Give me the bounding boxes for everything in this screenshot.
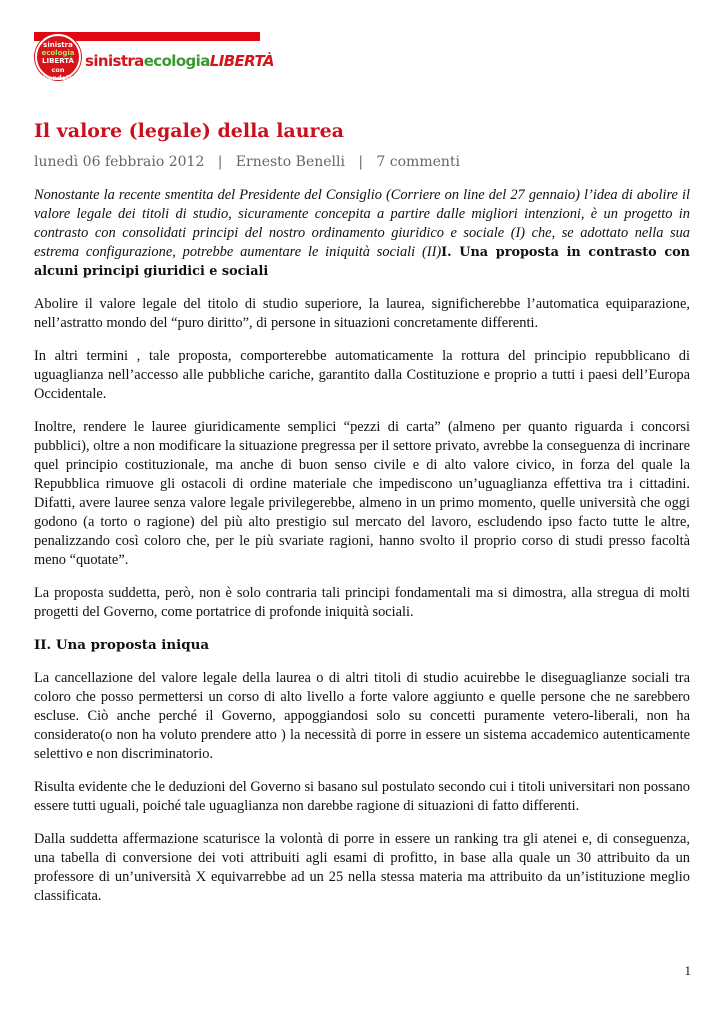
logo-wordmark: [85, 52, 274, 70]
paragraph: Abolire il valore legale del titolo di studio superiore, la laurea, significherebbe l’automatica equiparazione, nell’astratto mondo del “puro diritto”, di persone in situazioni concretamente differenti.: [34, 296, 690, 331]
section1-heading: I. Una proposta in contrasto con alcuni principi giuridici e sociali: [34, 245, 690, 279]
paragraph: In altri termini , tale proposta, comporterebbe automaticamente la rottura del principio repubblicano di uguaglianza nell’accesso alle pubbliche cariche, garantito dalla Costituzione e proprio a tutti i paesi dell’Europa Occidentale.: [34, 348, 690, 402]
paragraph: Risulta evidente che le deduzioni del Governo si basano sul postulato secondo cui i titoli universitari non possano essere tutti uguali, poiché tale uguaglianza non darebbe ragione di situazioni di fatto differenti.: [34, 779, 690, 814]
article-body: [34, 186, 690, 906]
paragraph: Dalla suddetta affermazione scaturisce la volontà di porre in essere un ranking tra gli atenei e, di conseguenza, una tabella di conversione dei voti attribuiti agli esami di profitto, in base alla quale un 30 attribuito da un professore di un’università X equivarrebbe ad un 25 nella stessa materia ma attribuito da un’istituzione meglio classificata.: [34, 831, 690, 904]
page-number: 1: [684, 963, 691, 978]
logo-emblem-line1: sinistra: [43, 41, 73, 49]
logo-word-sinistra: sinistra: [85, 52, 144, 70]
article-title: Il valore (legale) della laurea: [34, 120, 344, 142]
intro-paragraph: [34, 186, 690, 281]
paragraph: Inoltre, rendere le lauree giuridicamente semplici “pezzi di carta” (almeno per quanto riguarda i concorsi pubblici), oltre a non modificare la situazione pregressa per il settore privato, avrebbe la conseguenza di incrinare quel principio costituzionale, ma anche di buon senso civile e di alto valore civico, in forza del quale la Repubblica rimuove gli ostacoli di ordine materiale che impediscono un’uguaglianza effettiva tra i cittadini. Difatti, avere lauree senza valore legale privilegerebbe, almeno in un primo momento, quelle università che oggi godono (a torto o ragione) del più alto prestigio sul mercato del lavoro, escludendo ipso facto tutte le altre, penalizzando così coloro che, per le più svariate ragioni, hanno svolto il proprio corso di studi presso facoltà meno “quotate”.: [34, 419, 690, 568]
paragraph: La cancellazione del valore legale della laurea o di altri titoli di studio acuirebbe le diseguaglianze sociali tra coloro che posso permettersi un corso di alto livello a forte valore aggiunto e quelle persone che ne sarebbero escluse. Ciò anche perché il Governo, appoggiandosi solo su concetti puramente vetero-liberali, non ha considerato(o non ha voluto prendere atto ) la necessità di porre in essere un sistema accademico autenticamente selettivo e non discriminatorio.: [34, 670, 690, 762]
logo-emblem-line4: con Vendola: [43, 66, 73, 82]
article-meta: lunedì 06 febbraio 2012 | Ernesto Benelli | 7 commenti: [34, 154, 460, 170]
paragraph: La proposta suddetta, però, non è solo contraria tali principi fondamentali ma si dimostra, alla stregua di molti progetti del Governo, come portatrice di profonde iniquità sociali.: [34, 585, 690, 620]
logo-emblem-line2: ecologia: [41, 49, 75, 57]
intro-text: Nonostante la recente smentita del Presidente del Consiglio (Corriere on line del 27 gennaio) l’idea di abolire il valore legale dei titoli di studio, sicuramente concepita a partire dalle migliori intenzioni, è un progetto in contrasto con consolidati principi del nostro ordinamento giuridico e sociale (I) che, se adottato nella sua estrema configurazione, potrebbe aumentare le iniquità sociali (II): [34, 187, 690, 260]
logo-emblem-line3: LIBERTÀ: [42, 57, 74, 65]
logo-word-liberta: LIBERTÀ: [209, 52, 274, 70]
party-logo: [34, 32, 274, 100]
logo-word-ecologia: ecologia: [143, 52, 210, 70]
logo-emblem: [35, 34, 81, 80]
section2-heading: II. Una proposta iniqua: [34, 637, 209, 653]
